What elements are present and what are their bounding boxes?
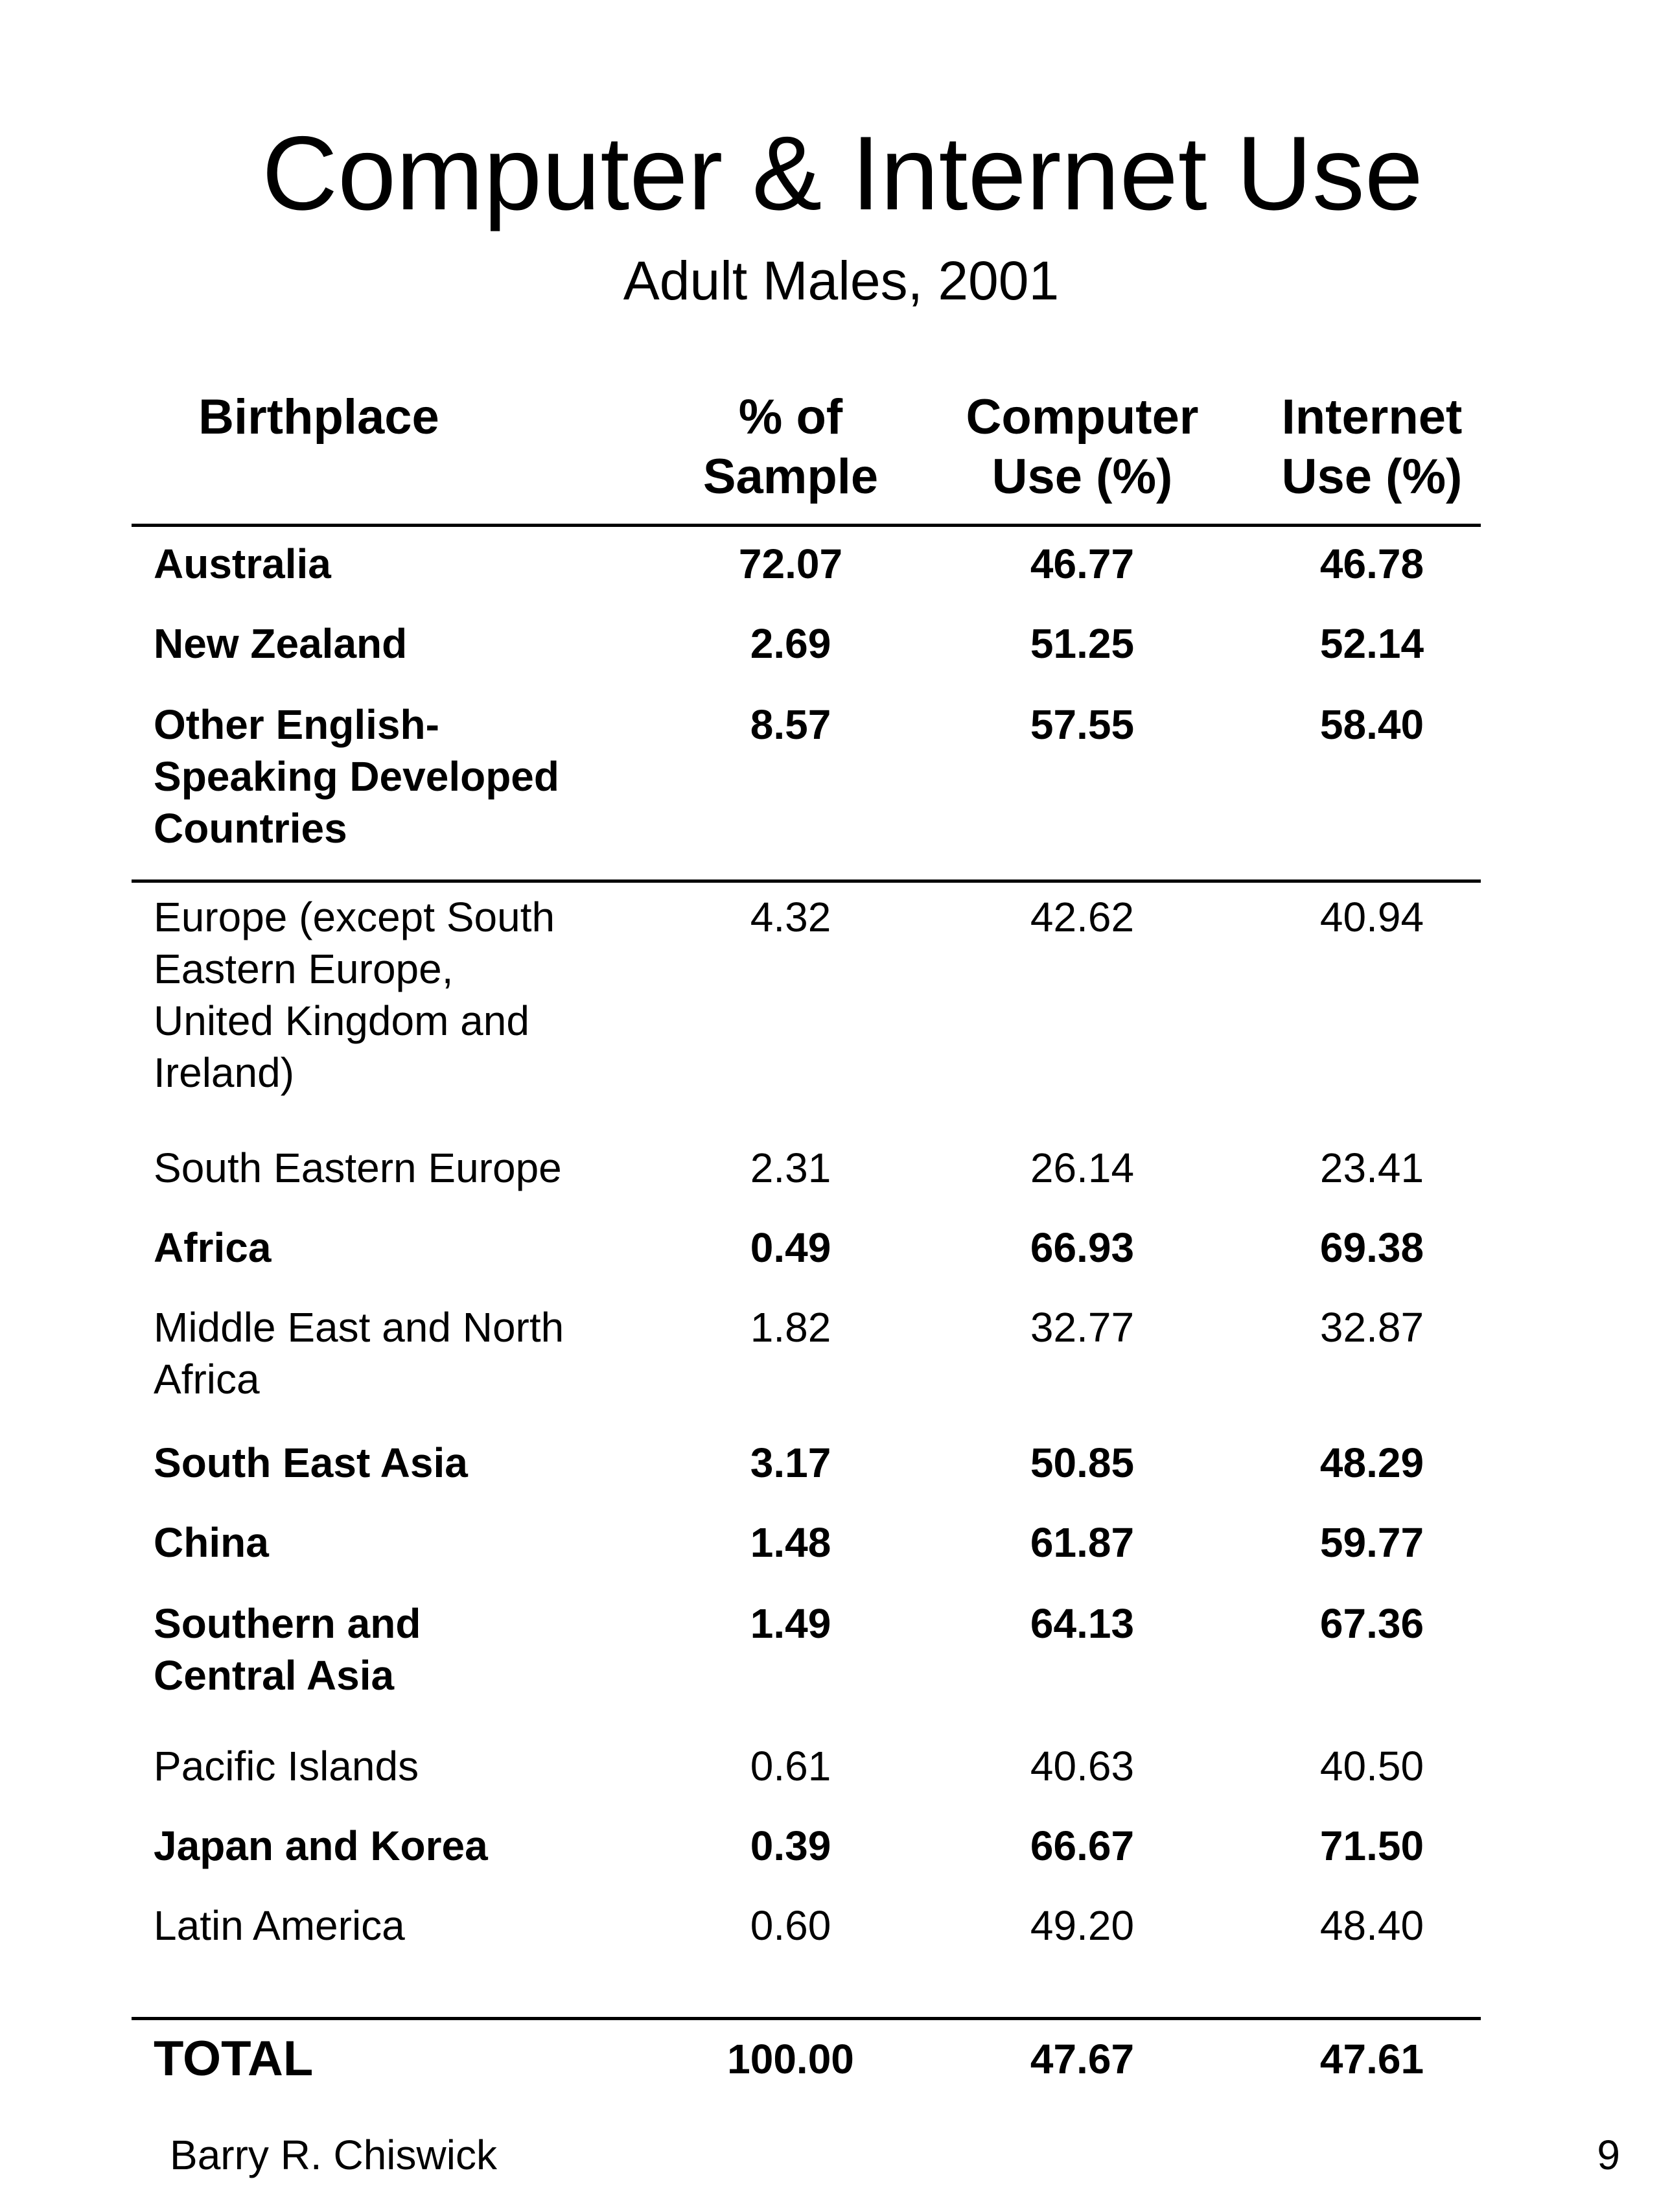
birthplace-cell: Other English- Speaking Developed Countries [154, 701, 559, 852]
internet-use-cell: 59.77 [1319, 1519, 1424, 1566]
computer-use-cell: 46.77 [1030, 541, 1135, 587]
birthplace-cell: Australia [154, 541, 331, 587]
sample-cell: 4.32 [750, 894, 831, 940]
birthplace-cell: New Zealand [154, 620, 408, 667]
birthplace-cell: Latin America [154, 1902, 405, 1949]
sample-cell: 1.48 [750, 1519, 831, 1566]
header-computer-line2: Use (%) [992, 449, 1173, 504]
sample-cell: 1.82 [750, 1304, 831, 1351]
header-sample-line1: % of [738, 390, 843, 445]
computer-use-cell: 51.25 [1030, 620, 1135, 667]
internet-use-cell: 69.38 [1319, 1224, 1424, 1271]
computer-use-cell: 66.93 [1030, 1224, 1135, 1271]
computer-use-cell: 64.13 [1030, 1600, 1135, 1647]
sample-cell: 2.31 [750, 1145, 831, 1191]
computer-use-cell: 42.62 [1030, 894, 1135, 940]
birthplace-cell: Japan and Korea [154, 1822, 488, 1869]
header-internet-line2: Use (%) [1281, 449, 1463, 504]
computer-use-cell: 66.67 [1030, 1822, 1135, 1869]
header-computer-use [953, 388, 1212, 507]
sample-cell: 0.61 [750, 1743, 831, 1789]
sample-cell: 0.39 [750, 1822, 831, 1869]
birthplace-cell: South Eastern Europe [154, 1145, 562, 1191]
total-sample: 100.00 [727, 2036, 854, 2082]
sample-cell: 1.49 [750, 1600, 831, 1647]
internet-use-cell: 52.14 [1319, 620, 1424, 667]
birthplace-cell: Africa [154, 1224, 272, 1271]
header-internet-line1: Internet [1281, 390, 1463, 445]
internet-use-cell: 32.87 [1319, 1304, 1424, 1351]
birthplace-cell: Europe (except South Eastern Europe, United Kingdom and Ireland) [154, 894, 555, 1096]
internet-use-cell: 40.94 [1319, 894, 1424, 940]
computer-use-cell: 26.14 [1030, 1145, 1135, 1191]
birthplace-cell: China [154, 1519, 269, 1566]
page-number: 9 [1597, 2132, 1620, 2178]
computer-use-cell: 32.77 [1030, 1304, 1135, 1351]
footer-author: Barry R. Chiswick [170, 2132, 497, 2178]
internet-use-cell: 48.40 [1319, 1902, 1424, 1949]
sample-cell: 3.17 [750, 1439, 831, 1486]
header-divider [132, 524, 1481, 527]
slide-subtitle: Adult Males, 2001 [623, 250, 1060, 311]
computer-use-cell: 50.85 [1030, 1439, 1135, 1486]
total-internet-use: 47.61 [1319, 2036, 1424, 2082]
header-sample [661, 388, 920, 507]
computer-use-cell: 49.20 [1030, 1902, 1135, 1949]
internet-use-cell: 48.29 [1319, 1439, 1424, 1486]
internet-use-cell: 40.50 [1319, 1743, 1424, 1789]
internet-use-cell: 71.50 [1319, 1822, 1424, 1869]
total-computer-use: 47.67 [1030, 2036, 1135, 2082]
sample-cell: 72.07 [738, 541, 843, 587]
sample-cell: 0.49 [750, 1224, 831, 1271]
internet-use-cell: 46.78 [1319, 541, 1424, 587]
birthplace-cell: Pacific Islands [154, 1743, 419, 1789]
slide-title: Computer & Internet Use [262, 115, 1423, 232]
header-internet-use [1242, 388, 1502, 507]
birthplace-cell: Southern and Central Asia [154, 1600, 421, 1699]
computer-use-cell: 61.87 [1030, 1519, 1135, 1566]
computer-use-cell: 40.63 [1030, 1743, 1135, 1789]
internet-use-cell: 23.41 [1319, 1145, 1424, 1191]
total-label: TOTAL [154, 2031, 314, 2086]
header-birthplace: Birthplace [198, 390, 439, 445]
internet-use-cell: 58.40 [1319, 701, 1424, 748]
birthplace-cell: South East Asia [154, 1439, 468, 1486]
section-divider [132, 879, 1481, 883]
table-header [132, 388, 1479, 517]
birthplace-cell: Middle East and North Africa [154, 1304, 564, 1403]
sample-cell: 2.69 [750, 620, 831, 667]
internet-use-cell: 67.36 [1319, 1600, 1424, 1647]
computer-use-cell: 57.55 [1030, 701, 1135, 748]
header-sample-line2: Sample [702, 449, 879, 504]
sample-cell: 0.60 [750, 1902, 831, 1949]
header-computer-line1: Computer [966, 390, 1199, 445]
sample-cell: 8.57 [750, 701, 831, 748]
total-divider [132, 2017, 1481, 2020]
